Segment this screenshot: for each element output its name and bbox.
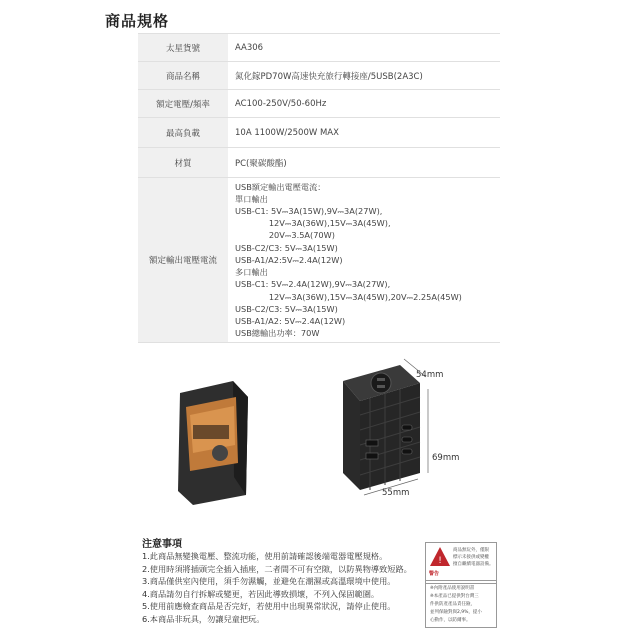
spec-value: AC100-250V/50-60Hz [228, 90, 500, 118]
note-item: 6.本商品非玩具，勿讓兒童把玩。 [142, 613, 265, 624]
notes-list [142, 550, 412, 626]
output-line: USB-C1: 5V⎓3A(15W),9V⎓3A(27W), [235, 206, 383, 217]
spec-value: 10A 1100W/2500W MAX [228, 118, 500, 148]
spec-table [138, 33, 500, 343]
package-box-image [178, 381, 248, 505]
output-line: USB-C2/C3: 5V⎓3A(15W) [235, 303, 338, 314]
warning-triangle-icon [429, 546, 451, 568]
output-line: USB額定輸出電壓電流： [235, 181, 326, 192]
output-line: 12V⎓3A(36W),15V⎓3A(45W),20V⎓2.25A(45W) [235, 291, 462, 302]
warning2-text: 件供防產產品責任險， [430, 602, 475, 607]
product-illustration [138, 345, 500, 515]
spec-value: 氮化鎵PD70W高速快充旅行轉接座/5USB(2A3C) [228, 62, 500, 90]
page-title: 商品規格 [105, 12, 170, 30]
warning-label [425, 542, 497, 584]
note-item: 4.商品請勿自行拆解或變更，若因此導致損壞，不列入保固範圍。 [142, 588, 380, 599]
warning2-text: 心動作，以防爾事。 [430, 618, 471, 623]
warning-text: 擅自繼續電器設備。 [453, 562, 494, 567]
output-line: USB-A1/A2: 5V⎓2.4A(12W) [235, 315, 346, 326]
output-line: USB總輸出功率：70W [235, 328, 320, 339]
notes-title: 注意事項 [142, 539, 182, 550]
output-line: USB-C2/C3: 5V⎓3A(15W) [235, 242, 338, 253]
dimension-bottom: 55mm [382, 488, 410, 498]
product-photo [138, 345, 500, 515]
output-line: 12V⎓3A(36W),15V⎓3A(45W), [235, 218, 391, 229]
note-item: 1.此商品無變換電壓、整流功能，使用前請確認後端電器電壓規格。 [142, 551, 388, 561]
output-line: 20V⎓3.5A(70W) [235, 230, 335, 241]
spec-row [138, 62, 500, 90]
spec-value: PC(聚碳酸酯) [228, 148, 500, 178]
output-line: USB-C1: 5V⎓2.4A(12W),9V⎓3A(27W), [235, 279, 391, 290]
charger-cube-image [343, 365, 420, 490]
spec-label: 材質 [138, 148, 228, 178]
dimension-side: 69mm [432, 453, 460, 463]
svg-text:!: ! [438, 556, 442, 566]
output-line: 單口輸出 [235, 193, 268, 204]
warning-text: 商品無玩外，僅限 [453, 548, 489, 553]
note-item: 3.商品僅供室內使用，須手勿濕觸，並避免在潮濕或高溫環境中使用。 [142, 576, 396, 587]
spec-label: 太星貨號 [138, 34, 228, 62]
spec-label: 額定電壓/頻率 [138, 90, 228, 118]
spec-label: 商品名稱 [138, 62, 228, 90]
spec-row [138, 118, 500, 148]
spec-label: 最高負載 [138, 118, 228, 148]
output-line: USB-A1/A2:5V⎓2.4A(12W) [235, 254, 343, 265]
note-item: 2.使用時須將插頭完全插入插座，二者間不可有空隙，以防異物導致短路。 [142, 563, 412, 574]
dimension-top: 54mm [416, 370, 444, 380]
warning2-text: 並列保險對與2,9%，提小 [430, 610, 482, 615]
spec-row [138, 34, 500, 62]
warning2-text: ※本產品已提供對台灣三 [430, 594, 479, 599]
warning-badge: 警告 [429, 571, 440, 577]
spec-row [138, 90, 500, 118]
spec-row-output [138, 178, 500, 343]
output-line: 多口輸出 [235, 267, 268, 278]
output-spec-lines [228, 178, 500, 343]
warning-text: 標示未接供或變權 [453, 555, 489, 560]
warning2-text: ※內附產品使用說明書 [430, 586, 475, 591]
spec-row [138, 148, 500, 178]
spec-value: AA306 [228, 34, 500, 62]
spec-label: 額定輸出電壓電流 [138, 178, 228, 343]
warning-label-2 [425, 580, 497, 628]
note-item: 5.使用前應檢查商品是否完好，若使用中出現異常狀況，請停止使用。 [142, 601, 396, 612]
